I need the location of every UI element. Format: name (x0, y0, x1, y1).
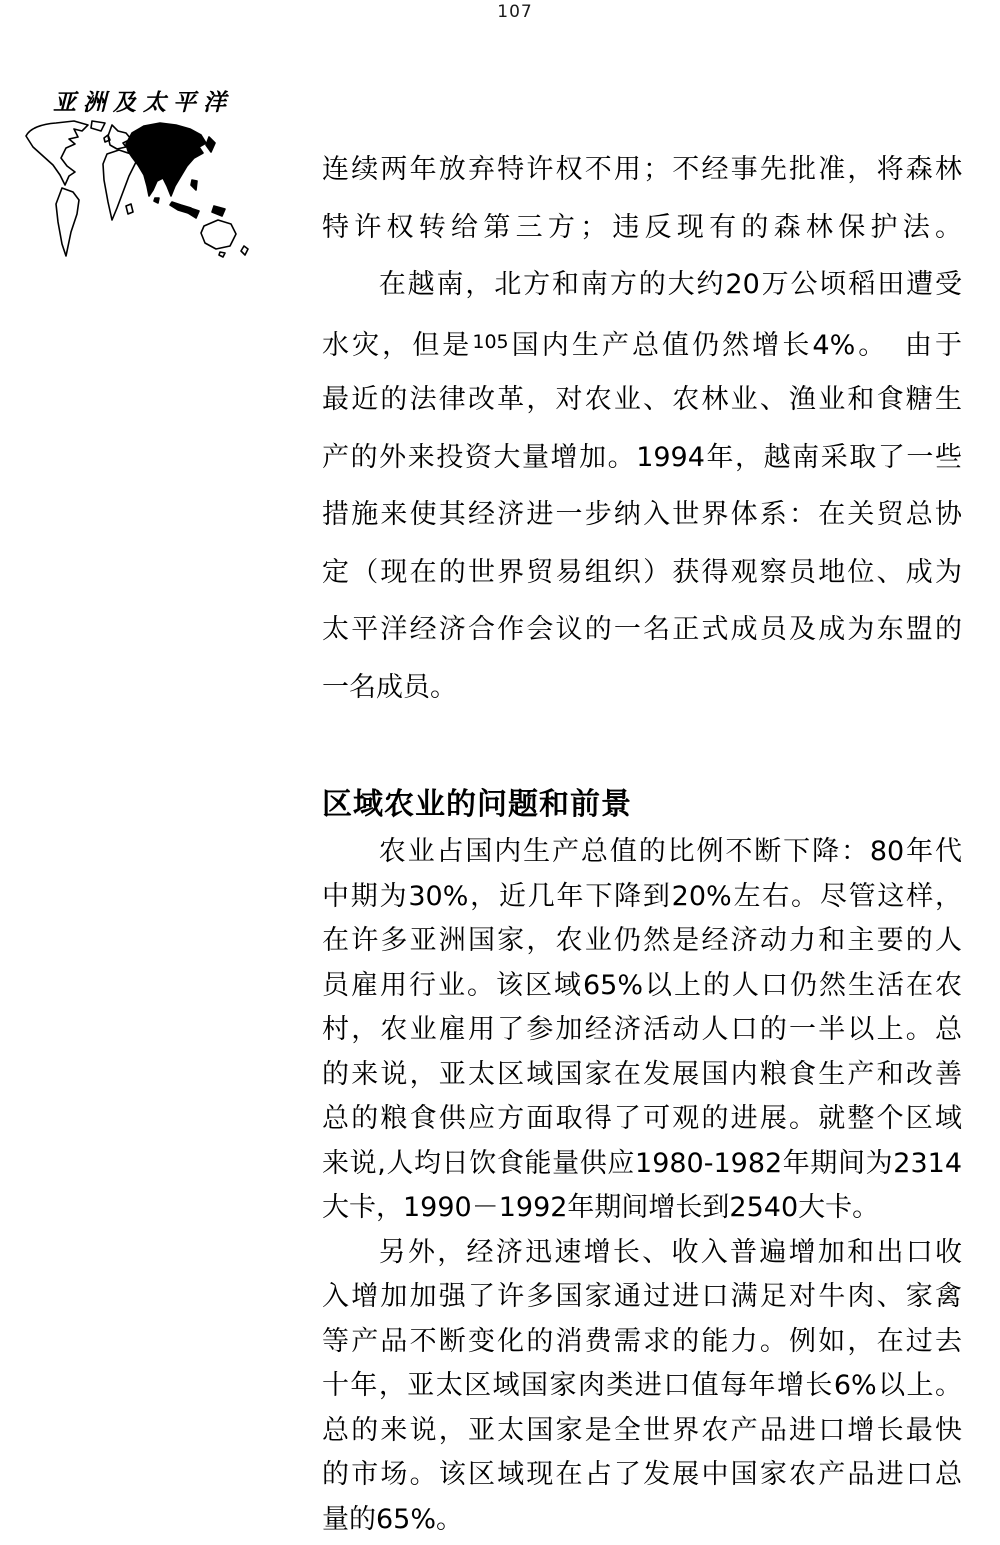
text-line: 的来说，亚太区域国家在发展国内粮食生产和改善 (322, 1058, 962, 1090)
body-text-section-2 (322, 830, 962, 1542)
footnote-marker: 105 (472, 330, 509, 353)
south-america-outline (56, 188, 79, 256)
new-zealand-outline (241, 246, 248, 255)
sri-lanka-highlight (154, 198, 159, 203)
text-line: 中期为30%，近几年下降到20%左右。尽管这样， (322, 880, 962, 912)
japan-highlight (206, 137, 215, 152)
new-guinea-highlight (212, 206, 225, 216)
region-map-figure (22, 88, 264, 270)
text-line: 来说,人均日饮食能量供应1980-1982年期间为2314 (322, 1147, 962, 1179)
text-line: 定（现在的世界贸易组织）获得观察员地位、成为 (322, 556, 962, 588)
text-line: 在许多亚洲国家，农业仍然是经济动力和主要的人 (322, 925, 962, 956)
text-line: 员雇用行业。该区域65%以上的人口仍然生活在农 (322, 969, 962, 1001)
text-line: 大卡，1990－1992年期间增长到2540大卡。 (322, 1192, 880, 1223)
text-line: 入增加加强了许多国家通过进口满足对牛肉、家禽 (322, 1281, 962, 1312)
text-line: 连续两年放弃特许权不用；不经事先批准，将森林 (322, 154, 962, 185)
text-line: 农业占国内生产总值的比例不断下降：80年代 (378, 836, 962, 867)
text-line: 量的65%。 (322, 1503, 464, 1535)
australia-outline (201, 220, 236, 249)
text-line (322, 314, 962, 372)
text-line: 总的粮食供应方面取得了可观的进展。就整个区域 (322, 1103, 962, 1134)
africa-outline (103, 150, 136, 220)
text-segment: 水灾，但是 (322, 329, 473, 361)
north-america-outline (26, 121, 88, 185)
text-line: 在越南，北方和南方的大约20万公顷稻田遭受 (378, 269, 962, 300)
text-line: 一名成员。 (322, 671, 457, 703)
body-text-section-1 (322, 141, 962, 716)
text-line: 特许权转给第三方；违反现有的森林保护法。 (322, 211, 962, 243)
text-line: 产的外来投资大量增加。1994年，越南采取了一些 (322, 441, 962, 473)
philippines-highlight (191, 180, 197, 190)
text-line: 措施来使其经济进一步纳入世界体系：在关贸总协 (322, 499, 962, 530)
page-number: 107 (497, 2, 533, 22)
text-line: 村，农业雇用了参加经济活动人口的一半以上。总 (322, 1014, 962, 1045)
text-line: 等产品不断变化的消费需求的能力。例如，在过去 (322, 1325, 962, 1357)
world-map-graphic (22, 118, 264, 270)
map-region-label: 亚洲及太平洋 (53, 89, 233, 116)
section-heading: 区域农业的问题和前景 (322, 787, 632, 822)
tasmania-outline (219, 252, 225, 257)
text-line: 十年，亚太区域国家肉类进口值每年增长6%以上。 (322, 1370, 962, 1401)
madagascar-outline (126, 204, 133, 214)
text-line: 另外，经济迅速增长、收入普遍增加和出口收 (378, 1236, 962, 1268)
text-line: 的市场。该区域现在占了发展中国家农产品进口总 (322, 1459, 962, 1490)
text-segment: 国内生产总值仍然增长4%。 由于 (508, 329, 962, 361)
text-line: 最近的法律改革，对农业、农林业、渔业和食糖生 (322, 384, 962, 415)
text-line: 太平洋经济合作会议的一名正式成员及成为东盟的 (322, 614, 962, 645)
greenland-outline (91, 121, 105, 131)
text-line: 总的来说，亚太国家是全世界农产品进口增长最快 (322, 1414, 962, 1446)
java-highlight (188, 208, 199, 218)
